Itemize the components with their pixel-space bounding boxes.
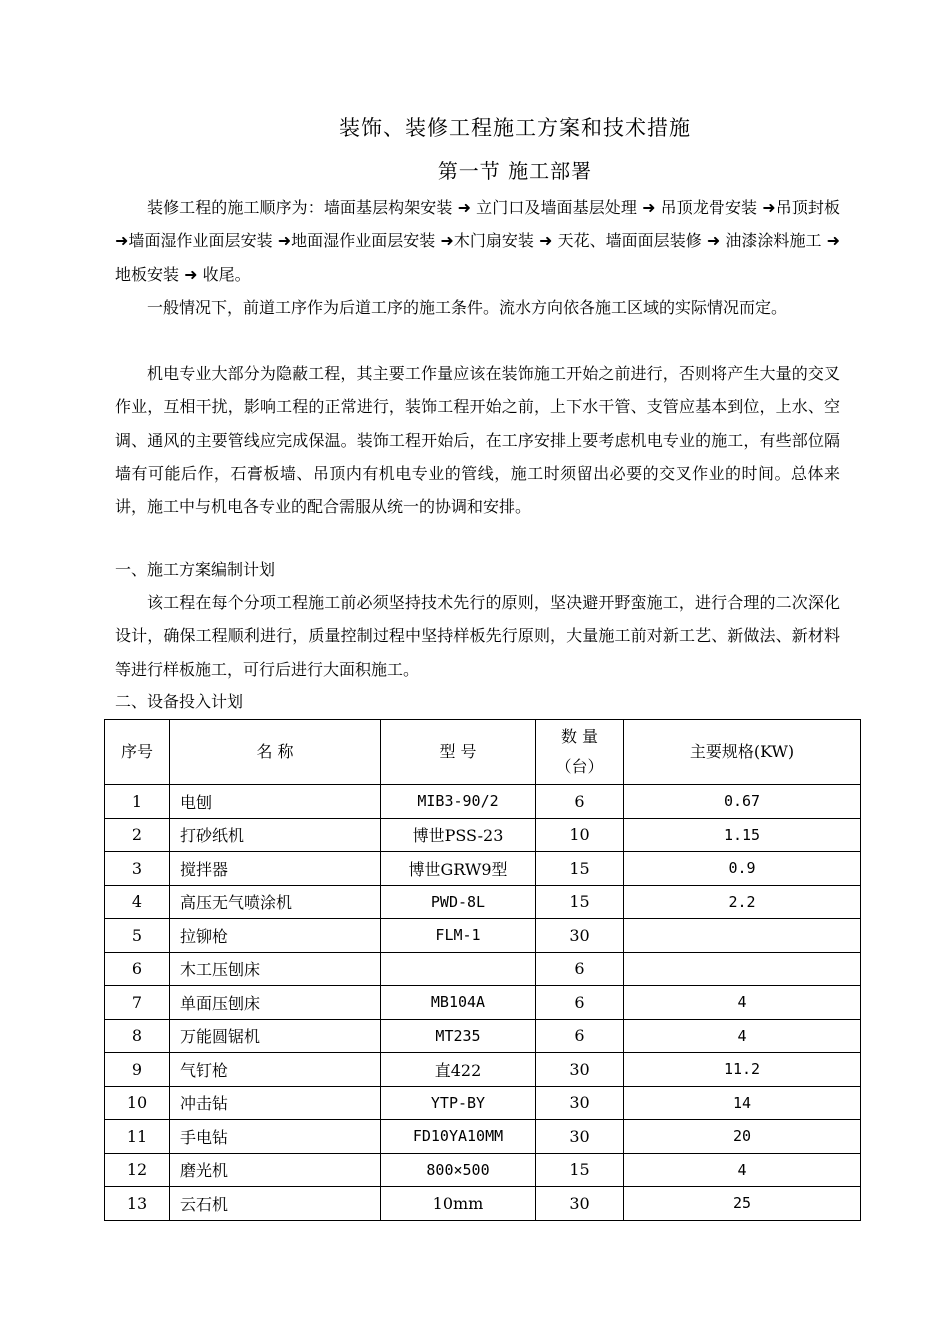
cell-spec: 4 xyxy=(624,1153,861,1187)
header-name: 名 称 xyxy=(170,720,381,785)
cell-name: 木工压刨床 xyxy=(170,952,381,986)
cell-model: PWD-8L xyxy=(381,885,536,919)
paragraph-construction-sequence: 装修工程的施工顺序为：墙面基层构架安装 ➜ 立门口及墙面基层处理 ➜ 吊顶龙骨安装 ➜吊顶封板 ➜墙面湿作业面层安装 ➜地面湿作业面层安装 ➜木门扇安装 ➜ 天花、墙面面层装修 ➜ 油漆涂料施工 ➜地板安装 ➜ 收尾。 xyxy=(115,198,840,284)
cell-spec: 1.15 xyxy=(624,818,861,852)
cell-name: 搅拌器 xyxy=(170,852,381,886)
header-index: 序号 xyxy=(105,720,170,785)
cell-name: 打砂纸机 xyxy=(170,818,381,852)
cell-index: 2 xyxy=(105,818,170,852)
cell-name: 单面压刨床 xyxy=(170,986,381,1020)
table-row xyxy=(105,1153,861,1187)
table-row xyxy=(105,852,861,886)
paragraph-general-conditions: 一般情况下，前道工序作为后道工序的施工条件。流水方向依各施工区域的实际情况而定。 xyxy=(147,298,788,317)
table-row xyxy=(105,919,861,953)
cell-index: 9 xyxy=(105,1053,170,1087)
cell-index: 8 xyxy=(105,1019,170,1053)
cell-quantity: 15 xyxy=(536,1153,624,1187)
cell-spec: 2.2 xyxy=(624,885,861,919)
cell-quantity: 6 xyxy=(536,785,624,819)
cell-name: 万能圆锯机 xyxy=(170,1019,381,1053)
cell-spec xyxy=(624,919,861,953)
cell-index: 11 xyxy=(105,1120,170,1154)
cell-spec: 4 xyxy=(624,986,861,1020)
cell-index: 13 xyxy=(105,1187,170,1221)
cell-quantity: 6 xyxy=(536,1019,624,1053)
cell-quantity: 30 xyxy=(536,1187,624,1221)
cell-quantity: 10 xyxy=(536,818,624,852)
cell-model: 博世GRW9型 xyxy=(381,852,536,886)
cell-spec: 4 xyxy=(624,1019,861,1053)
heading-equipment-plan: 二、设备投入计划 xyxy=(115,692,244,711)
section-title: 第一节 施工部署 xyxy=(437,159,593,183)
table-header-row xyxy=(105,720,861,785)
cell-index: 1 xyxy=(105,785,170,819)
cell-model: MT235 xyxy=(381,1019,536,1053)
cell-spec: 20 xyxy=(624,1120,861,1154)
table-row xyxy=(105,818,861,852)
cell-index: 4 xyxy=(105,885,170,919)
cell-name: 高压无气喷涂机 xyxy=(170,885,381,919)
paragraph-mep-coordination: 机电专业大部分为隐蔽工程，其主要工作量应该在装饰施工开始之前进行，否则将产生大量的交叉作业，互相干扰，影响工程的正常进行，装饰工程开始之前，上下水干管、支管应基本到位，上水、空调、通风的主要管线应完成保温。装饰工程开始后，在工序安排上要考虑机电专业的施工，有些部位隔墙有可能后作，石膏板墙、吊顶内有机电专业的管线，施工时须留出必要的交叉作业的时间。总体来讲，施工中与机电各专业的配合需服从统一的协调和安排。 xyxy=(115,364,840,517)
table-row xyxy=(105,1053,861,1087)
table-row xyxy=(105,986,861,1020)
cell-name: 磨光机 xyxy=(170,1153,381,1187)
header-quantity-label: 数 量 xyxy=(560,727,599,746)
cell-model: 博世PSS-23 xyxy=(381,818,536,852)
table-row xyxy=(105,1019,861,1053)
cell-spec: 14 xyxy=(624,1086,861,1120)
cell-index: 12 xyxy=(105,1153,170,1187)
cell-index: 7 xyxy=(105,986,170,1020)
header-model: 型 号 xyxy=(381,720,536,785)
table-row xyxy=(105,1120,861,1154)
cell-spec: 11.2 xyxy=(624,1053,861,1087)
paragraph-technical-first: 该工程在每个分项工程施工前必须坚持技术先行的原则，坚决避开野蛮施工，进行合理的二次深化设计，确保工程顺利进行，质量控制过程中坚持样板先行原则，大量施工前对新工艺、新做法、新材料等进行样板施工，可行后进行大面积施工。 xyxy=(115,593,840,679)
cell-model: YTP-BY xyxy=(381,1086,536,1120)
heading-plan-preparation: 一、施工方案编制计划 xyxy=(115,560,276,579)
cell-name: 气钉枪 xyxy=(170,1053,381,1087)
cell-model: FLM-1 xyxy=(381,919,536,953)
cell-quantity: 30 xyxy=(536,1086,624,1120)
cell-model: MB104A xyxy=(381,986,536,1020)
cell-spec xyxy=(624,952,861,986)
table-row xyxy=(105,952,861,986)
cell-index: 6 xyxy=(105,952,170,986)
cell-quantity: 30 xyxy=(536,1120,624,1154)
cell-model: FD10YA10MM xyxy=(381,1120,536,1154)
document-title: 装饰、装修工程施工方案和技术措施 xyxy=(339,116,691,140)
cell-spec: 25 xyxy=(624,1187,861,1221)
cell-spec: 0.67 xyxy=(624,785,861,819)
cell-quantity: 6 xyxy=(536,952,624,986)
header-quantity-unit: （台） xyxy=(555,757,604,776)
table-row xyxy=(105,1086,861,1120)
cell-name: 冲击钻 xyxy=(170,1086,381,1120)
cell-index: 3 xyxy=(105,852,170,886)
cell-name: 云石机 xyxy=(170,1187,381,1221)
header-quantity xyxy=(536,720,624,785)
cell-index: 10 xyxy=(105,1086,170,1120)
table-row xyxy=(105,1187,861,1221)
cell-quantity: 6 xyxy=(536,986,624,1020)
cell-model xyxy=(381,952,536,986)
cell-quantity: 15 xyxy=(536,852,624,886)
cell-quantity: 15 xyxy=(536,885,624,919)
table-row xyxy=(105,885,861,919)
cell-name: 电刨 xyxy=(170,785,381,819)
cell-name: 拉铆枪 xyxy=(170,919,381,953)
cell-model: 直422 xyxy=(381,1053,536,1087)
cell-quantity: 30 xyxy=(536,919,624,953)
cell-model: 10mm xyxy=(381,1187,536,1221)
cell-index: 5 xyxy=(105,919,170,953)
header-spec: 主要规格(KW) xyxy=(624,720,861,785)
cell-name: 手电钻 xyxy=(170,1120,381,1154)
cell-quantity: 30 xyxy=(536,1053,624,1087)
equipment-table xyxy=(104,719,861,1221)
cell-model: 800×500 xyxy=(381,1153,536,1187)
cell-model: MIB3-90/2 xyxy=(381,785,536,819)
table-row xyxy=(105,785,861,819)
cell-spec: 0.9 xyxy=(624,852,861,886)
